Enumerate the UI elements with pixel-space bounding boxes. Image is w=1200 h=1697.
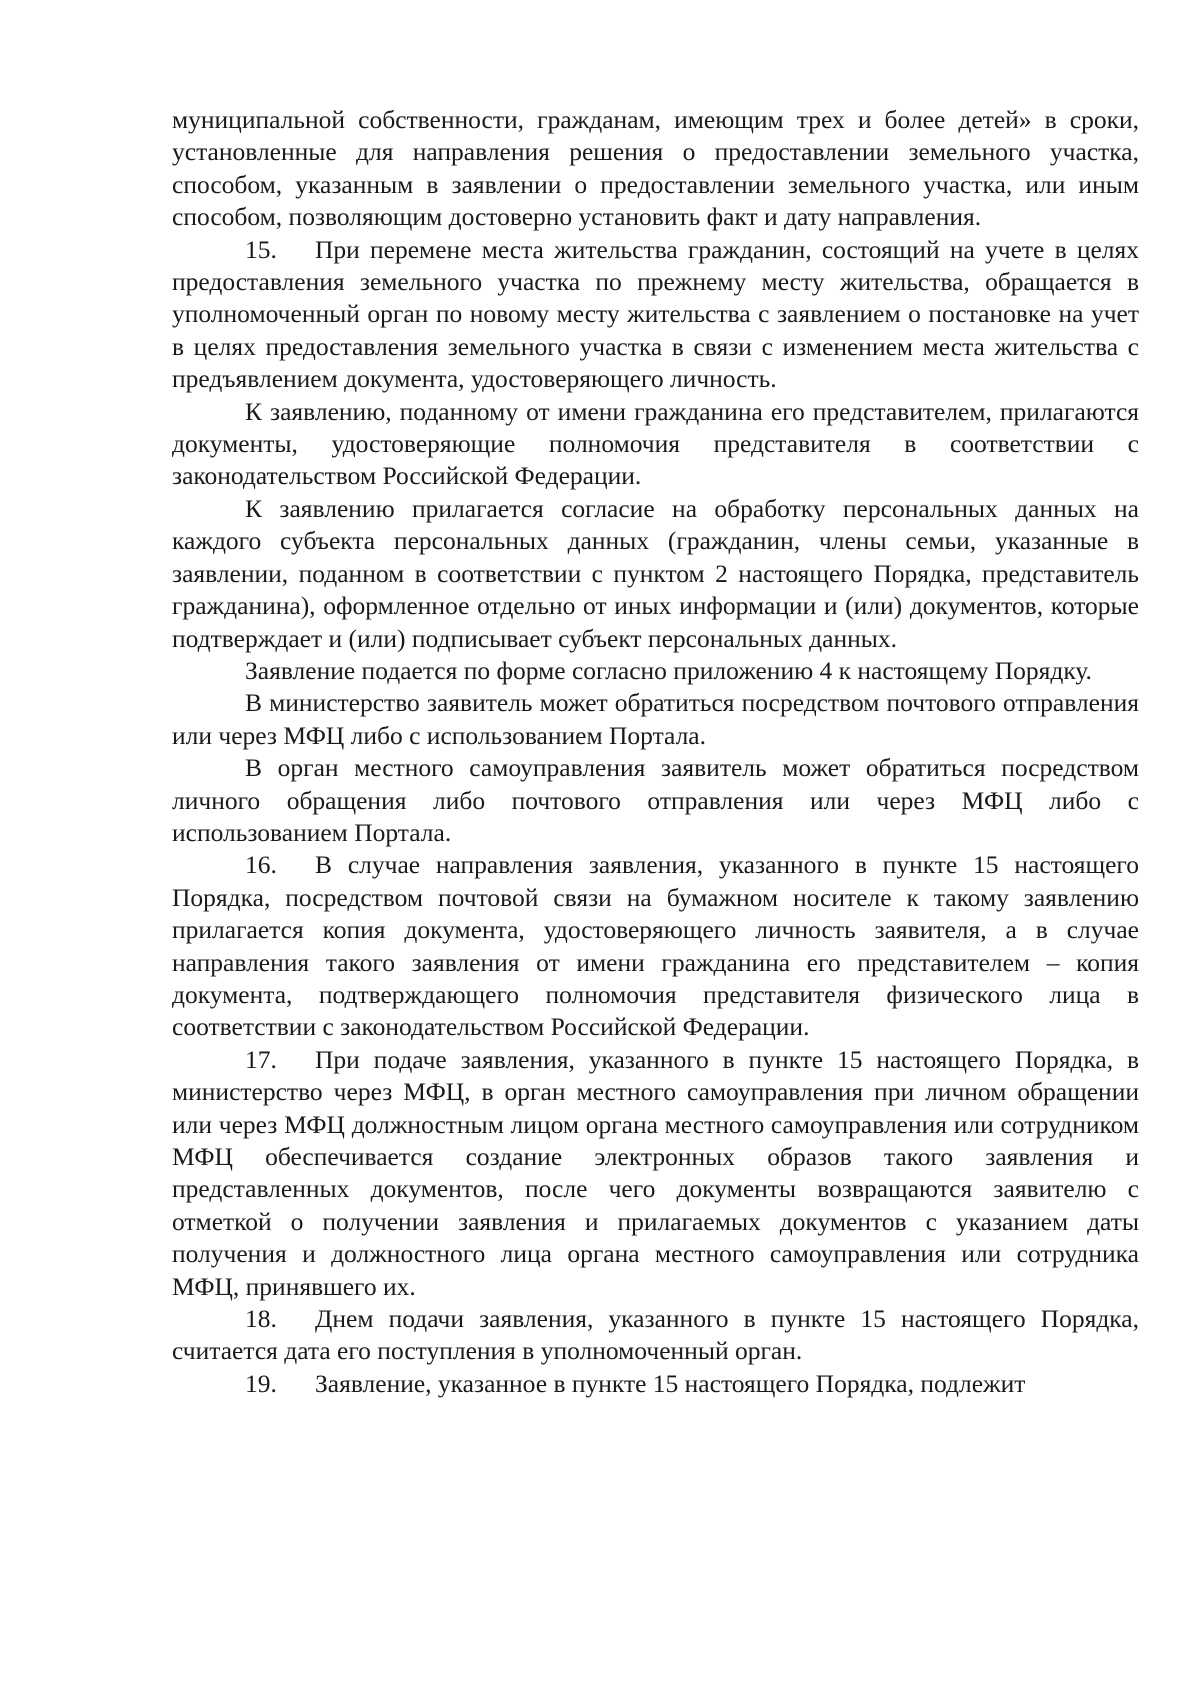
paragraph-text: Днем подачи заявления, указанного в пункте 15 настоящего Порядка, считается дата его поступления в уполномоченный орган. (172, 1304, 1139, 1366)
paragraph-17 (172, 1044, 1139, 1303)
paragraph-number: 19. (245, 1368, 277, 1398)
paragraph-number: 17. (245, 1044, 277, 1074)
paragraph-15-form (172, 655, 1139, 687)
paragraph-15-consent (172, 493, 1139, 655)
paragraph-16 (172, 849, 1139, 1043)
paragraph-18 (172, 1303, 1139, 1368)
paragraph-text: Заявление, указанное в пункте 15 настоящего Порядка, подлежит (315, 1368, 1026, 1398)
paragraph-text: К заявлению, поданному от имени гражданина его представителем, прилагаются документы, удостоверяющие полномочия представителя в соответствии с законодательством Российской Федерации. (172, 396, 1139, 491)
paragraph-text: В орган местного самоуправления заявитель может обратиться посредством личного обращения либо почтового отправления или через МФЦ либо с использованием Портала. (172, 753, 1139, 847)
paragraph-text: Заявление подается по форме согласно приложению 4 к настоящему Порядку. (245, 655, 1092, 685)
paragraph-continuation (172, 104, 1139, 234)
paragraph-text: В случае направления заявления, указанного в пункте 15 настоящего Порядка, посредством почтовой связи на бумажном носителе к такому заявлению прилагается копия документа, удостоверяющего личность заявителя, а в случае направления такого заявления от имени гражданина его представителем – копия документа, подтверждающего полномочия представителя физического лица в соответствии с законодательством Российской Федерации. (172, 850, 1139, 1042)
paragraph-15-ministry (172, 687, 1139, 752)
paragraph-number: 16. (245, 850, 277, 880)
paragraph-number: 15. (245, 234, 277, 264)
paragraph-text: При подаче заявления, указанного в пункте 15 настоящего Порядка, в министерство через МФЦ, в орган местного самоуправления при личном обращении или через МФЦ должностным лицом органа местного самоуправления или сотрудником МФЦ обеспечивается создание электронных образов такого заявления и представленных документов, после чего документы возвращаются заявителю с отметкой о получении заявления и прилагаемых документов с указанием даты получения и должностного лица органа местного самоуправления или сотрудника МФЦ, принявшего их. (172, 1044, 1139, 1301)
document-page (172, 104, 1139, 1400)
paragraph-text: К заявлению прилагается согласие на обработку персональных данных на каждого субъекта персональных данных (гражданин, члены семьи, указанные в заявлении, поданном в соответствии с пунктом 2 настоящего Порядка, представитель гражданина), оформленное отдельно от иных информации и (или) документов, которые подтверждает и (или) подписывает субъект персональных данных. (172, 493, 1139, 653)
paragraph-text: В министерство заявитель может обратиться посредством почтового отправления или через МФЦ либо с использованием Портала. (172, 688, 1139, 750)
paragraph-19 (172, 1368, 1139, 1400)
paragraph-number: 18. (245, 1304, 277, 1334)
paragraph-text: При перемене места жительства гражданин, состоящий на учете в целях предоставления земельного участка по прежнему месту жительства, обращается в уполномоченный орган по новому месту жительства с заявлением о постановке на учет в целях предоставления земельного участка в связи с изменением места жительства с предъявлением документа, удостоверяющего личность. (172, 234, 1139, 394)
paragraph-text: муниципальной собственности, гражданам, имеющим трех и более детей» в сроки, установленные для направления решения о предоставлении земельного участка, способом, указанным в заявлении о предоставлении земельного участка, или иным способом, позволяющим достоверно установить факт и дату направления. (172, 105, 1139, 232)
paragraph-15-local-authority (172, 752, 1139, 849)
paragraph-15-representative (172, 396, 1139, 493)
paragraph-15 (172, 234, 1139, 396)
